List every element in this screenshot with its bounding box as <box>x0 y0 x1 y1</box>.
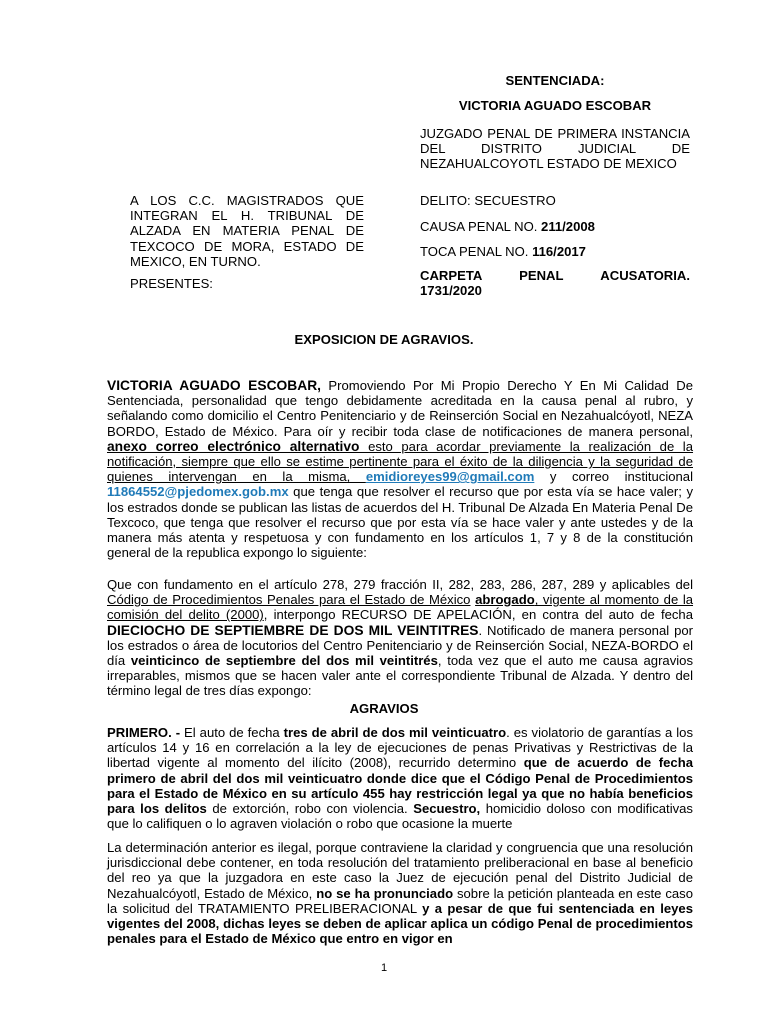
agravios-heading: AGRAVIOS <box>349 701 419 716</box>
sentenced-name: VICTORIA AGUADO ESCOBAR <box>458 98 652 113</box>
notification-date: veinticinco de septiembre del dos mil veintitrés <box>130 653 438 669</box>
text-run: , interpongo RECURSO DE APELACIÓN, en contra del auto de fecha <box>263 607 693 623</box>
text-run: homicidio doloso con modificativas que lo califiquen o lo agraven violación o robo que ocasione la muerte <box>107 801 693 832</box>
abrogado-text: abrogado <box>475 592 535 608</box>
page-number: 1 <box>380 962 388 974</box>
email-link-personal[interactable]: emidioreyes99@gmail.com <box>365 469 535 485</box>
email-link-institutional[interactable]: 11864552@pjedomex.gob.mx <box>107 484 289 500</box>
toca-penal-line <box>420 244 690 259</box>
text-run: Promoviendo Por Mi Propio Derecho Y En Mi Calidad De Sentenciada, personalidad que tengo debidamente acreditada en la causa penal al rubro, y señalando como domicilio el Centro Penitenciario y de Reinserción Social en Nezahualcóyotl, NEZA BORDO, Estado de México. Para oír y recibir toda clase de notificaciones de manera personal, <box>107 378 693 439</box>
text-run: y correo institucional <box>534 469 693 485</box>
carpeta-word: PENAL <box>519 268 564 283</box>
presentes-label: PRESENTES: <box>130 276 213 291</box>
carpeta-penal-block <box>420 268 690 298</box>
causa-value: 211/2008 <box>541 219 595 234</box>
sentenced-name-inline: VICTORIA AGUADO ESCOBAR, <box>107 378 321 393</box>
text-run-underlined: esto para acordar previamente la realización de la notificación, siempre que ello se estime pertinente para el éxito de la diligencia y la seguridad de quienes intervengan en la misma, <box>107 438 694 485</box>
toca-value: 116/2017 <box>532 244 586 259</box>
vigente-text: , vigente al momento de la comisión del delito (2000) <box>107 592 694 623</box>
toca-label: TOCA PENAL NO. <box>420 244 533 259</box>
text-run: El auto de fecha <box>180 725 284 740</box>
text-run: de extorción, robo con violencia. <box>206 801 414 817</box>
delito-line: DELITO: SECUESTRO <box>420 193 556 208</box>
primero-paragraph <box>107 725 693 831</box>
primero-label: PRIMERO. - <box>107 725 181 740</box>
text-run: . Notificado de manera personal por los estrados o área de locutorios del Centro Penitenciario y de Reinserción Social, NEZA-BORDO el día <box>107 622 693 669</box>
codigo-reference: Código de Procedimientos Penales para el Estado de México <box>107 592 471 608</box>
intro-paragraph <box>107 378 693 560</box>
auto-date: DIECIOCHO DE SEPTIEMBRE DE DOS MIL VEINTITRES <box>107 622 479 638</box>
restriction-text: que de acuerdo de fecha primero de abril del dos mil veinticuatro donde dice que el Código Penal de Procedimientos para el Estado de México en su artículo 455 hay restricción legal ya que no había beneficios para los delitos <box>107 755 693 817</box>
text-run: , toda vez que el auto me causa agravios irreparables, mismos que se hacen valer ante el correspondiente Tribunal de Alzada. Y dentro del término legal de tres días expongo: <box>107 653 693 699</box>
sentenced-label: SENTENCIADA: <box>505 73 605 88</box>
anexo-email-text: anexo correo electrónico alternativo <box>107 438 360 454</box>
carpeta-word: ACUSATORIA. <box>600 268 690 283</box>
text-run: que tenga que resolver el recurso que por esta vía se hace valer; y los estrados donde se publican las listas de acuerdos del H. Tribunal De Alzada En Materia Penal De Texcoco, que tenga que resolver el recurso que por esta vía se hace valer y ante ustedes y de la manera más atenta y respetuosa y con fundamento en los artículos 1, 7 y 8 de la constitución general de la republica expongo lo siguiente: <box>107 484 693 561</box>
determination-paragraph <box>107 840 693 946</box>
appeal-paragraph <box>107 577 693 699</box>
text-run: Que con fundamento en el artículo 278, 279 fracción II, 282, 283, 286, 287, 289 y aplicables del <box>107 577 693 592</box>
causa-label: CAUSA PENAL NO. <box>420 219 542 234</box>
court-name: JUZGADO PENAL DE PRIMERA INSTANCIA DEL DISTRITO JUDICIAL DE NEZAHUALCOYOTL ESTADO DE MEXICO <box>420 126 690 172</box>
carpeta-line-1 <box>420 268 690 283</box>
auto-date-primero: tres de abril de dos mil veinticuatro <box>283 725 507 740</box>
text-run: La determinación anterior es ilegal, porque contraviene la claridad y congruencia que una resolución jurisdiccional debe contener, en toda resolución del tratamiento preliberacional en base al beneficio del reo ya que la juzgadora en este caso la Juez de ejecución penal del Distrito Judicial de Nezahualcóyotl, Estado de México, <box>107 840 693 901</box>
secuestro-text: Secuestro, <box>413 801 481 817</box>
document-title: EXPOSICION DE AGRAVIOS. <box>294 332 474 347</box>
causa-penal-line <box>420 219 690 234</box>
text-run: sobre la petición planteada en este caso la solicitud del TRATAMIENTO PRELIBERACIONAL <box>107 885 693 916</box>
no-pronunciado-text: no se ha pronunciado <box>316 885 454 901</box>
ley-vigente-text: y a pesar de que fui sentenciada en leyes vigentes del 2008, dichas leyes se deben de aplicar aplica un código Penal de procedimientos penales para el Estado de México que entro en vigor en <box>107 900 693 947</box>
addressee-text: A LOS C.C. MAGISTRADOS QUE INTEGRAN EL H. TRIBUNAL DE ALZADA EN MATERIA PENAL DE TEXCOCO DE MORA, ESTADO DE MEXICO, EN TURNO. <box>130 193 364 269</box>
carpeta-word: CARPETA <box>420 268 483 283</box>
carpeta-line-2: 1731/2020 <box>420 283 482 299</box>
text-run: . es violatorio de garantías a los artículos 14 y 16 en correlación a la ley de ejecuciones de penas Privativas y Restrictivas de la libertad vigente al momento del ilícito (2008), recurrido determino <box>107 725 693 771</box>
